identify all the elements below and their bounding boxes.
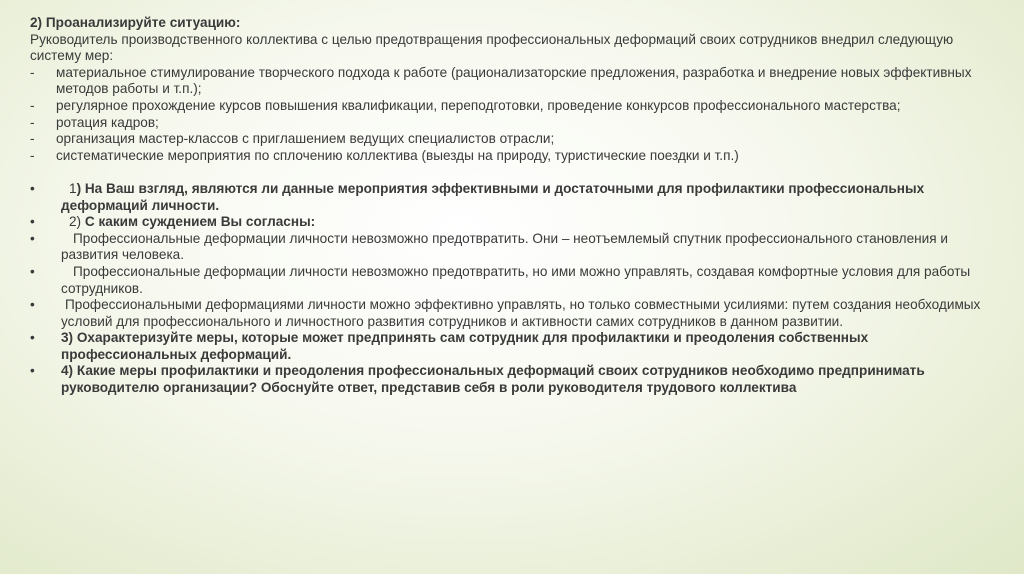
question-1-text: ) На Ваш взгляд, являются ли данные мероприятия эффективными и достаточными для профилактики профессиональных деформаций личности. [61, 180, 925, 213]
question-1 [30, 181, 1005, 214]
measure-text: систематические мероприятия по сплочению коллектива (выезды на природу, туристические поездки и т.п.) [56, 147, 739, 163]
opinion-2 [30, 264, 1005, 297]
measure-text: материальное стимулирование творческого подхода к работе (рационализаторские предложения, разработка и внедрение новых эффективных методов работы и т.п.); [56, 64, 972, 97]
question-2 [30, 214, 1005, 231]
question-3-text: 3) Охарактеризуйте меры, которые может предпринять сам сотрудник для профилактики и преодоления собственных профессиональных деформаций. [61, 330, 869, 362]
situation-heading: 2) Проанализируйте ситуацию: [30, 15, 241, 30]
list-item [30, 131, 1005, 148]
dash-marker: - [30, 114, 35, 130]
measure-text: регулярное прохождение курсов повышения квалификации, переподготовки, проведение конкурсов профессионального мастерства; [56, 97, 901, 113]
question-1-number: 1 [69, 180, 77, 196]
measure-text: организация мастер-классов с приглашением ведущих специалистов отрасли; [56, 131, 555, 147]
bullet-marker: • [30, 363, 35, 379]
opinion-text: Профессиональные деформации личности невозможно предотвратить, но ими можно управлять, создавая комфортные условия для работы сотрудников. [61, 263, 971, 296]
list-item [30, 148, 1005, 165]
bullet-marker: • [30, 297, 35, 313]
list-item [30, 98, 1005, 115]
question-2-number: 2) [69, 214, 85, 230]
dash-marker: - [30, 147, 35, 163]
bullet-marker: • [30, 330, 35, 346]
list-item [30, 65, 1005, 98]
bullet-marker: • [30, 263, 35, 279]
bullet-marker: • [30, 214, 35, 230]
measure-text: ротация кадров; [56, 114, 159, 130]
opinion-text: Профессиональными деформациями личности можно эффективно управлять, но только совместными усилиями: путем создания необходимых условий для профессионального и личностного развития сотрудников и активности самих сотрудников в данном развитии. [61, 297, 981, 329]
question-4-text: 4) Какие меры профилактики и преодоления профессиональных деформаций своих сотрудников необходимо предпринимать руководителю организации? Обоснуйте ответ, представив себя в роли руководителя трудового коллектива [61, 363, 925, 396]
question-4 [30, 363, 1005, 396]
slide-content [30, 15, 1005, 397]
list-item [30, 115, 1005, 132]
opinion-3 [30, 297, 1005, 330]
dash-marker: - [30, 97, 35, 113]
situation-intro: Руководитель производственного коллектива с целью предотвращения профессиональных деформаций своих сотрудников внедрил следующую систему мер: [30, 31, 954, 64]
question-3 [30, 330, 1005, 363]
bullet-marker: • [30, 230, 35, 246]
bullet-marker: • [30, 180, 35, 196]
dash-marker: - [30, 131, 35, 147]
spacer [30, 164, 1005, 181]
opinion-text: Профессиональные деформации личности невозможно предотвратить. Они – неотъемлемый спутник профессионального становления и развития человека. [61, 230, 948, 263]
question-2-text: С каким суждением Вы согласны: [84, 214, 316, 230]
dash-marker: - [30, 64, 35, 80]
opinion-1 [30, 231, 1005, 264]
